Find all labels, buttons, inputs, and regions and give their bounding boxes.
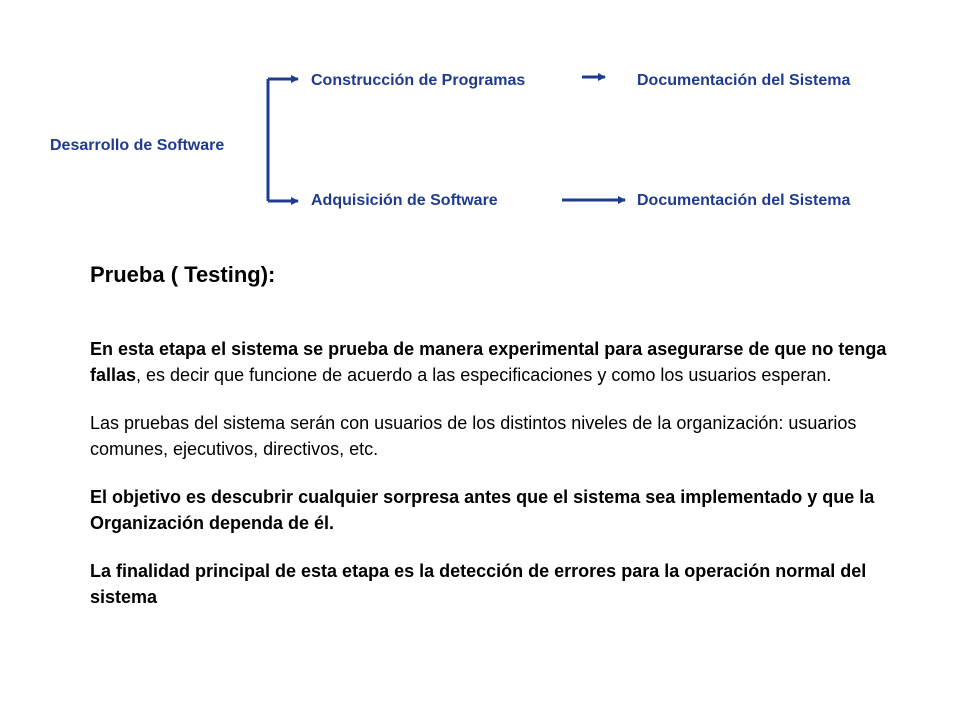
paragraph-objective: El objetivo es descubrir cualquier sorpresa antes que el sistema sea implementado y que la Organización dependa de él. <box>90 487 875 533</box>
testing-section <box>90 262 920 632</box>
paragraph-purpose: La finalidad principal de esta etapa es la detección de errores para la operación normal del sistema <box>90 561 867 607</box>
root-node-label: Desarrollo de Software <box>50 137 225 154</box>
adquisicion-node-label: Adquisición de Software <box>311 192 498 209</box>
construccion-node-label: Construcción de Programas <box>311 72 526 89</box>
section-title: Prueba ( Testing): <box>90 262 276 287</box>
process-diagram <box>0 0 960 240</box>
documentacion-bottom-node-label: Documentación del Sistema <box>637 192 851 209</box>
paragraph-definition <box>90 336 920 388</box>
paragraph-users: Las pruebas del sistema serán con usuarios de los distintos niveles de la organización: usuarios comunes, ejecutivos, directivos, etc. <box>90 413 857 459</box>
documentacion-top-node-label: Documentación del Sistema <box>637 72 851 89</box>
paragraph-definition-bold: En esta etapa el sistema se prueba de manera experimental para asegurarse de que no tenga fallas <box>90 339 887 385</box>
paragraph-definition-rest: , es decir que funcione de acuerdo a las especificaciones y como los usuarios esperan. <box>136 365 832 385</box>
